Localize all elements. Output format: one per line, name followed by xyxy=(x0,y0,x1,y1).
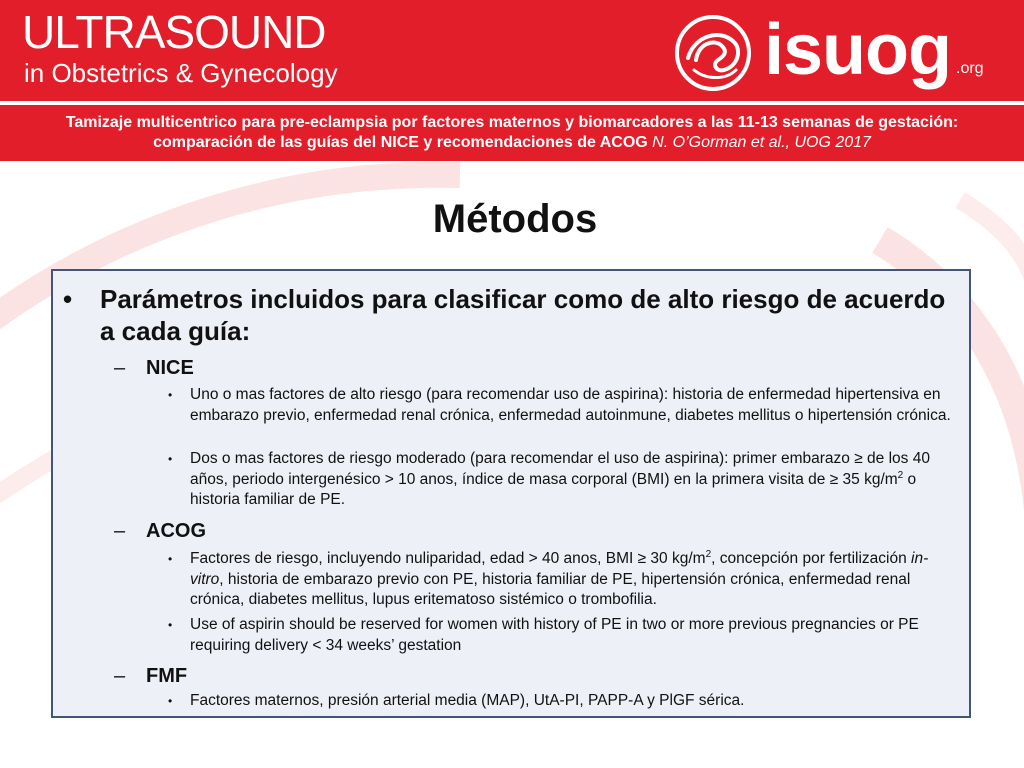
dash-marker: – xyxy=(114,520,126,542)
acog-item-1-text-b: , concepción por fertilización xyxy=(711,550,912,567)
article-title-text: comparación de las guías del NICE y recomendaciones de ACOG xyxy=(153,134,648,151)
nice-item-2 xyxy=(168,449,960,511)
article-title-line-1: Tamizaje multicentrico para pre-eclampsia por factores maternos y biomarcadores a las 11-13 semanas de gestación: xyxy=(65,114,959,131)
main-bullet xyxy=(63,283,960,347)
dash-marker: – xyxy=(114,357,126,379)
acog-item-1-text-a: Factores de riesgo, incluyendo nuliparidad, edad > 40 anos, BMI ≥ 30 kg/m xyxy=(190,550,706,567)
bullet-marker: • xyxy=(168,452,173,466)
superscript: 2 xyxy=(897,469,904,481)
methods-content-box xyxy=(51,269,971,718)
article-banner xyxy=(0,105,1024,161)
acog-item-2-text: Use of aspirin should be reserved for women with history of PE in two or more previous pregnancies or PE requiring delivery < 34 weeks’ gestation xyxy=(190,616,919,654)
bullet-marker: • xyxy=(168,694,173,708)
isuog-logo-suffix: .org xyxy=(956,60,984,77)
journal-subtitle: in Obstetrics & Gynecology xyxy=(24,58,338,88)
guideline-fmf-label: FMF xyxy=(146,665,188,687)
journal-title: ULTRASOUND xyxy=(22,6,326,58)
journal-header xyxy=(0,0,1024,101)
bullet-marker: • xyxy=(168,388,173,402)
guideline-nice-heading xyxy=(114,356,194,380)
nice-item-1 xyxy=(168,385,960,426)
section-title: Métodos xyxy=(432,197,598,241)
guideline-acog-heading xyxy=(114,519,206,543)
nice-item-1-text: Uno o mas factores de alto riesgo (para recomendar uso de aspirina): historia de enfermedad hipertensiva en embarazo previo, enfermedad renal crónica, enfermedad autoinmune, diabetes mellitus o hipertensión crónica. xyxy=(190,386,951,424)
acog-item-1 xyxy=(168,548,960,611)
guideline-acog-label: ACOG xyxy=(146,520,206,542)
isuog-logo-text: isuog xyxy=(764,10,951,90)
bullet-marker: • xyxy=(63,284,73,314)
article-title-line-2 xyxy=(0,133,1024,153)
fmf-item-1 xyxy=(168,691,960,712)
article-author: N. O’Gorman et al., UOG 2017 xyxy=(647,134,871,151)
nice-item-2-text-b: o historia familiar de PE. xyxy=(190,470,917,508)
acog-item-1-italic: in-vitro xyxy=(190,550,929,588)
superscript: 2 xyxy=(705,548,712,560)
guideline-fmf-heading xyxy=(114,664,188,688)
dash-marker: – xyxy=(114,665,126,687)
acog-item-1-text-c: , historia de embarazo previo con PE, historia familiar de PE, hipertensión crónica, enfermedad renal crónica, diabetes mellitus, lupus eritematoso sistémico o trombofilia. xyxy=(190,570,911,608)
bullet-marker: • xyxy=(168,618,173,632)
bullet-marker: • xyxy=(168,552,173,566)
main-bullet-text: Parámetros incluidos para clasificar como de alto riesgo de acuerdo a cada guía: xyxy=(100,284,946,346)
nice-item-2-text-a: Dos o mas factores de riesgo moderado (para recomendar el uso de aspirina): primer embarazo ≥ de los 40 años, periodo intergenésico > 10 anos, índice de masa corporal (BMI) en la primera visita de ≥ 35 kg/m xyxy=(190,450,930,488)
guideline-nice-label: NICE xyxy=(146,357,194,379)
isuog-logo-icon xyxy=(672,12,754,94)
acog-item-2 xyxy=(168,615,960,656)
fmf-item-1-text: Factores maternos, presión arterial media (MAP), UtA-PI, PAPP-A y PlGF sérica. xyxy=(190,692,745,709)
